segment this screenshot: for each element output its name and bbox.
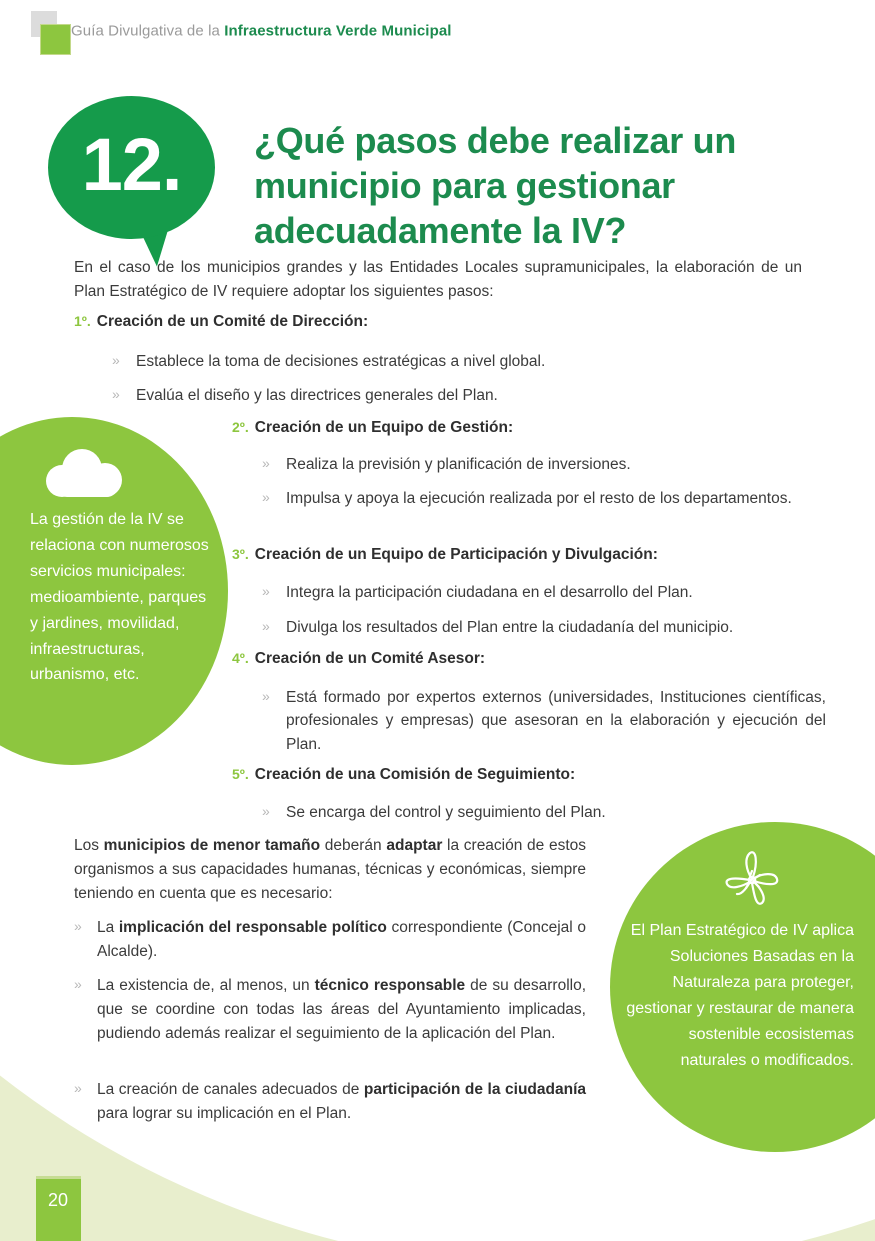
step-4-item-1-text: Está formado por expertos externos (universidades, Instituciones científicas, profesionales y empresas) que asesoran en la elaboración y ejecución del Plan. (286, 689, 826, 753)
step-1-item-1 (112, 350, 776, 373)
cloud-icon (46, 449, 136, 499)
step-5-item-1 (262, 801, 826, 824)
header-title-bold: Infraestructura Verde Municipal (224, 22, 452, 40)
closing-paragraph: Los municipios de menor tamaño deberán adaptar la creación de estos organismos a sus capacidades humanas, técnicas y económicas, siempre teniendo en cuenta que es necesario: (74, 837, 587, 903)
step-1-item-2-text: Evalúa el diseño y las directrices generales del Plan. (136, 387, 498, 404)
step-5 (232, 766, 802, 784)
step-3-heading-text: Creación de un Equipo de Participación y Divulgación: (254, 546, 658, 563)
step-5-heading-text: Creación de una Comisión de Seguimiento: (254, 766, 576, 783)
step-2-item-2-text: Impulsa y apoya la ejecución realizada por el resto de los departamentos. (286, 490, 792, 507)
bullet-chevron-icon: » (262, 618, 270, 634)
bullet-chevron-icon: » (262, 489, 270, 505)
step-5-item-1-text: Se encarga del control y seguimiento del Plan. (286, 804, 606, 821)
step-3-item-2 (262, 616, 826, 639)
bullet-chevron-icon: » (74, 918, 82, 934)
step-4-heading (232, 650, 802, 668)
step-1-heading-text: Creación de un Comité de Dirección: (96, 313, 369, 330)
step-4-heading-text: Creación de un Comité Asesor: (254, 650, 486, 667)
closing-bullet-1-text: La implicación del responsable político correspondiente (Concejal o Alcalde). (97, 919, 586, 961)
step-3-marker: 3º. (232, 546, 249, 562)
page-number-badge (36, 1176, 81, 1241)
bullet-chevron-icon: » (262, 455, 270, 471)
closing-bullet-2 (74, 974, 586, 1046)
step-3-item-1-text: Integra la participación ciudadana en el desarrollo del Plan. (286, 584, 693, 601)
closing-bullet-3-text: La creación de canales adecuados de participación de la ciudadanía para lograr su implicación en el Plan. (97, 1081, 586, 1123)
callout-right-text: El Plan Estratégico de IV aplica Soluciones Basadas en la Naturaleza para proteger, gestionar y restaurar de manera sostenible ecosistemas naturales o modificados. (626, 922, 854, 1069)
bullet-chevron-icon: » (112, 386, 120, 402)
step-1-heading (74, 313, 794, 331)
bullet-chevron-icon: » (74, 976, 82, 992)
bullet-chevron-icon: » (262, 803, 270, 819)
closing-bullet-3 (74, 1078, 586, 1126)
flower-icon (720, 848, 784, 912)
bullet-chevron-icon: » (112, 352, 120, 368)
step-2-item-1-text: Realiza la previsión y planificación de inversiones. (286, 456, 631, 473)
section-number: 12. (81, 123, 182, 206)
closing-bullet-2-text: La existencia de, al menos, un técnico responsable de su desarrollo, que se coordine con todas las áreas del Ayuntamiento implicadas, pudiendo además realizar el seguimiento de la aplicación del Plan. (97, 977, 587, 1043)
step-5-marker: 5º. (232, 766, 249, 782)
step-2-marker: 2º. (232, 419, 249, 435)
step-2-heading (232, 419, 802, 437)
step-3 (232, 546, 802, 564)
step-1-marker: 1º. (74, 313, 91, 329)
page-title: ¿Qué pasos debe realizar un municipio para gestionar adecuadamente la IV? (254, 120, 737, 251)
step-3-item-2-text: Divulga los resultados del Plan entre la ciudadanía del municipio. (286, 619, 734, 636)
step-4-marker: 4º. (232, 650, 249, 666)
step-2 (232, 419, 802, 437)
intro-paragraph: En el caso de los municipios grandes y las Entidades Locales supramunicipales, la elaboración de un Plan Estratégico de IV requiere adoptar los siguientes pasos: (74, 259, 802, 301)
step-2-item-1 (262, 453, 826, 476)
page-number: 20 (48, 1190, 69, 1210)
bullet-chevron-icon: » (262, 688, 270, 704)
step-3-heading (232, 546, 802, 564)
step-5-heading (232, 766, 802, 784)
step-2-heading-text: Creación de un Equipo de Gestión: (254, 419, 514, 436)
step-3-item-1 (262, 581, 826, 604)
header-title-light: Guía Divulgativa de la (71, 22, 225, 40)
bullet-chevron-icon: » (74, 1080, 82, 1096)
step-1-item-2 (112, 384, 776, 407)
step-2-item-2 (262, 487, 826, 510)
step-4-item-1 (262, 686, 826, 756)
callout-left-text: La gestión de la IV se relaciona con numerosos servicios municipales: medioambiente, parques y jardines, movilidad, infraestructuras, urbanismo, etc. (30, 511, 209, 684)
step-4 (232, 650, 802, 668)
closing-bullet-1 (74, 916, 586, 964)
step-1-item-1-text: Establece la toma de decisiones estratégicas a nivel global. (136, 353, 546, 370)
step-1 (74, 313, 794, 331)
bullet-chevron-icon: » (262, 583, 270, 599)
